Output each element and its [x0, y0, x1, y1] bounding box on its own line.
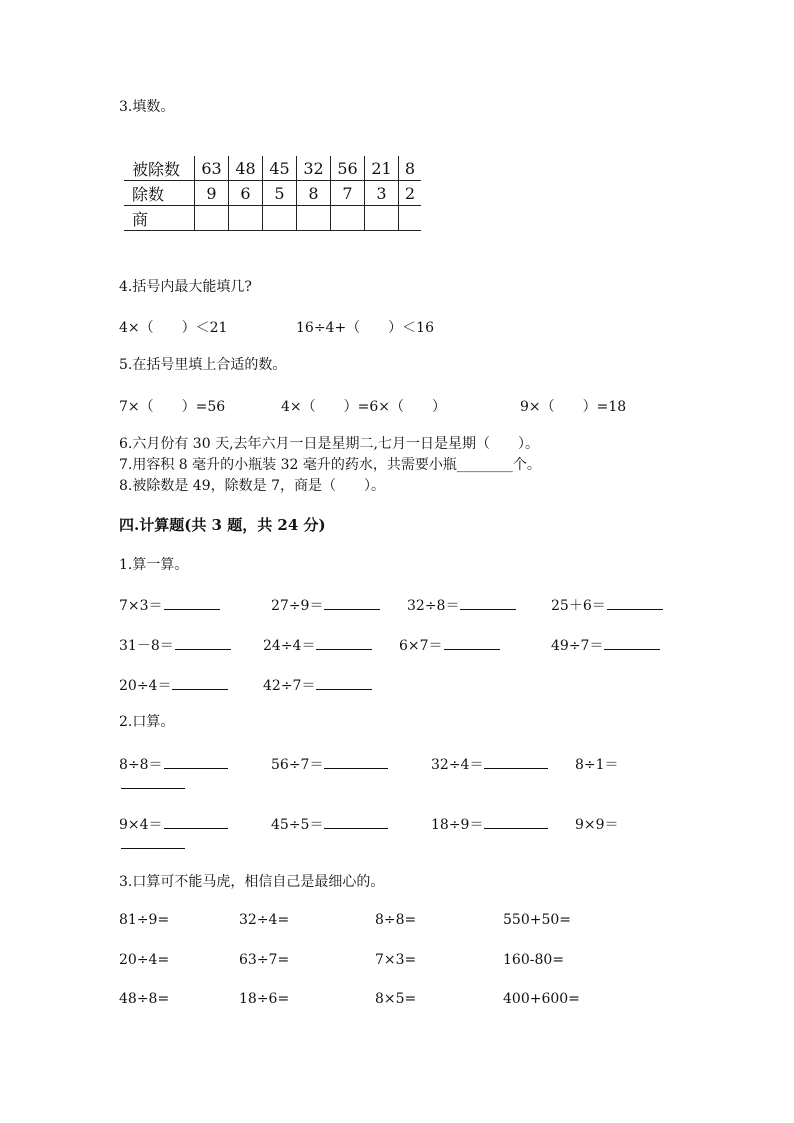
answer-cell[interactable]	[229, 206, 263, 231]
q7-text: 7.用容积 8 毫升的小瓶装 32 毫升的药水，共需要小瓶________个。	[119, 457, 541, 473]
answer-blank[interactable]	[175, 635, 231, 650]
answer-cell[interactable]	[331, 206, 365, 231]
calc-item: 6×7＝	[399, 635, 500, 655]
calc-item: 81÷9=	[119, 912, 170, 928]
calc-item: 8÷8=	[375, 912, 417, 928]
answer-blank[interactable]	[460, 595, 516, 610]
calc-item: 48÷8=	[119, 991, 170, 1007]
calc-item: 63÷7=	[239, 952, 290, 968]
table-cell: 32	[297, 156, 331, 181]
q5-item: 9×（ ）=18	[520, 399, 627, 415]
row-label: 被除数	[124, 156, 195, 181]
calc-item: 56÷7＝	[271, 754, 388, 774]
calc-item: 45÷5＝	[271, 814, 388, 834]
q5-title: 5.在括号里填上合适的数。	[119, 357, 287, 373]
answer-blank[interactable]	[164, 754, 228, 769]
table-cell: 63	[195, 156, 229, 181]
calc-item: 32÷4=	[239, 912, 290, 928]
table-row	[124, 181, 421, 206]
table-cell: 21	[365, 156, 399, 181]
answer-blank[interactable]	[604, 635, 660, 650]
table-cell: 8	[399, 156, 422, 181]
answer-blank[interactable]	[164, 814, 228, 829]
q5-item: 7×（ ）=56	[119, 399, 226, 415]
answer-cell[interactable]	[297, 206, 331, 231]
q3-title: 3.填数。	[119, 99, 175, 115]
answer-blank[interactable]	[316, 635, 372, 650]
q4-item: 16÷4+（ ）＜16	[296, 320, 434, 336]
q8-text: 8.被除数是 49，除数是 7，商是（ ）。	[119, 478, 385, 494]
answer-blank[interactable]	[172, 675, 228, 690]
answer-blank[interactable]	[484, 754, 548, 769]
answer-cell[interactable]	[263, 206, 297, 231]
calc-item: 24÷4＝	[263, 635, 372, 655]
table-row	[124, 206, 421, 231]
answer-blank[interactable]	[607, 595, 663, 610]
division-table	[124, 156, 421, 231]
answer-blank[interactable]	[316, 675, 372, 690]
calc-item: 27÷9＝	[271, 595, 380, 615]
answer-cell[interactable]	[399, 206, 422, 231]
table-cell: 7	[331, 181, 365, 206]
calc-item: 9×4＝	[119, 814, 228, 834]
q5-item: 4×（ ）=6×（ ）	[281, 399, 447, 415]
calc-item: 32÷4＝	[431, 754, 548, 774]
calc-item: 20÷4=	[119, 952, 170, 968]
calc-item: 7×3＝	[119, 595, 220, 615]
calc-item: 18÷6=	[239, 991, 290, 1007]
answer-blank[interactable]	[324, 754, 388, 769]
row-label: 商	[124, 206, 195, 231]
calc-item: 160-80=	[503, 952, 564, 968]
calc-item: 18÷9＝	[431, 814, 548, 834]
s4-q3-title: 3.口算可不能马虎，相信自己是最细心的。	[119, 874, 385, 890]
calc-item: 25＋6＝	[551, 595, 663, 615]
answer-cell[interactable]	[195, 206, 229, 231]
answer-blank[interactable]	[324, 595, 380, 610]
calc-item: 8÷1＝	[575, 757, 619, 773]
table-cell: 6	[229, 181, 263, 206]
table-cell: 9	[195, 181, 229, 206]
table-row	[124, 156, 421, 181]
calc-item: 32÷8＝	[407, 595, 516, 615]
table-cell: 56	[331, 156, 365, 181]
table-cell: 3	[365, 181, 399, 206]
answer-blank[interactable]	[484, 814, 548, 829]
calc-item: 31－8＝	[119, 635, 231, 655]
calc-item: 20÷4＝	[119, 675, 228, 695]
answer-blank-wrapped[interactable]	[121, 834, 185, 849]
calc-item: 8×5=	[375, 991, 417, 1007]
table-cell: 8	[297, 181, 331, 206]
table-cell: 5	[263, 181, 297, 206]
calc-item: 400+600=	[503, 991, 580, 1007]
s4-q2-title: 2.口算。	[119, 714, 175, 730]
q4-item: 4×（ ）＜21	[119, 320, 228, 336]
q6-text: 6.六月份有 30 天,去年六月一日是星期二,七月一日是星期（ ）。	[119, 436, 539, 452]
table-cell: 45	[263, 156, 297, 181]
calc-item: 8÷8＝	[119, 754, 228, 774]
answer-blank[interactable]	[324, 814, 388, 829]
calc-item: 42÷7＝	[263, 675, 372, 695]
calc-item: 550+50=	[503, 912, 571, 928]
table-cell: 2	[399, 181, 422, 206]
answer-blank[interactable]	[444, 635, 500, 650]
section-4-title: 四.计算题(共 3 题，共 24 分)	[119, 516, 326, 534]
calc-item: 49÷7＝	[551, 635, 660, 655]
calc-item: 9×9＝	[575, 817, 619, 833]
s4-q1-title: 1.算一算。	[119, 557, 189, 573]
answer-blank[interactable]	[164, 595, 220, 610]
answer-blank-wrapped[interactable]	[121, 774, 185, 789]
q4-title: 4.括号内最大能填几?	[119, 279, 252, 295]
answer-cell[interactable]	[365, 206, 399, 231]
table-cell: 48	[229, 156, 263, 181]
calc-item: 7×3=	[375, 952, 417, 968]
row-label: 除数	[124, 181, 195, 206]
